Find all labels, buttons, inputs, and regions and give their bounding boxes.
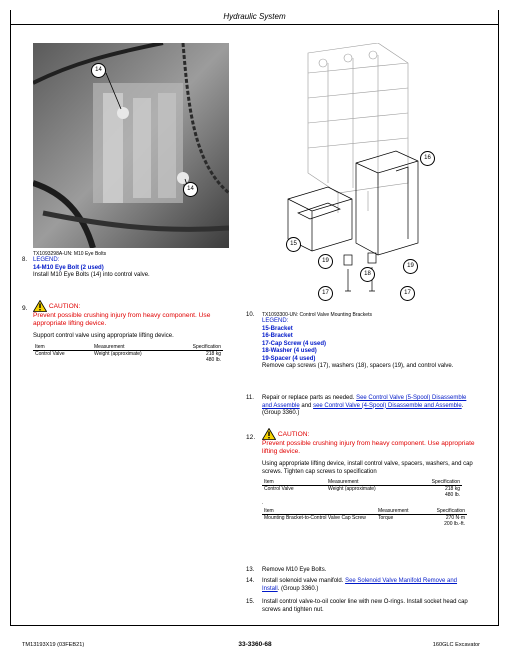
step-15 xyxy=(246,599,474,614)
legend-item: 14-M10 Eye Bolt (2 used) xyxy=(33,264,104,271)
table-header: Item xyxy=(262,508,376,515)
table-cell: 218 kg xyxy=(205,350,221,357)
callout-15: 15 xyxy=(286,237,301,252)
step-text: . (Group 3360.) xyxy=(262,402,464,416)
step-text: . (Group 3360.) xyxy=(277,585,319,592)
table-cell: 218 kg xyxy=(444,486,460,493)
table-header: Item xyxy=(262,479,326,486)
table-header: Specification xyxy=(410,479,462,486)
solenoid-valve-manifold-link[interactable]: See Solenoid Valve Manifold Remove and Install xyxy=(262,578,458,592)
step-text: and xyxy=(301,402,312,409)
legend-item: 18-Washer (4 used) xyxy=(262,348,317,354)
footer-right: 160GLC Excavator xyxy=(432,642,480,648)
table-cell: Weight (approximate) xyxy=(328,486,376,493)
page-header-bar xyxy=(10,10,499,25)
callout-14-lower: 14 xyxy=(183,182,198,197)
step-13 xyxy=(246,567,474,575)
legend-title: LEGEND: xyxy=(33,257,60,263)
step-text: Remove cap screws (17), washers (18), spacers (19), and control valve. xyxy=(262,363,454,369)
table-cell: 200 lb.-ft. xyxy=(444,521,465,528)
caution-text: Prevent possible crushing injury from heavy component. Use appropriate lifting device. xyxy=(33,312,211,328)
step-9 xyxy=(22,300,242,363)
spec-table xyxy=(33,344,223,363)
legend-item: 16-Bracket xyxy=(262,333,293,339)
footer-rule xyxy=(10,625,499,626)
step-text: Using appropriate lifting device, install control valve, spacers, washers, and cap screws. Tighten cap screws to specification xyxy=(262,461,473,475)
table-header: Specification xyxy=(423,508,467,515)
eye-bolt-photo xyxy=(33,43,229,248)
step-number: 15. xyxy=(246,599,255,605)
right-border xyxy=(498,10,499,625)
table-header: Measurement xyxy=(92,344,173,351)
table-cell: Control Valve xyxy=(35,350,65,357)
footer-left: TM13193X19 (03FEB21) xyxy=(22,642,85,648)
table-cell: Weight (approximate) xyxy=(94,350,142,357)
step-10 xyxy=(246,312,474,371)
step-number: 14. xyxy=(246,578,255,584)
page-title: Hydraulic System xyxy=(223,12,286,21)
callout-19-right: 19 xyxy=(403,259,418,274)
callout-14-upper: 14 xyxy=(91,63,106,78)
figure-caption: TX1093300-UN: Control Valve Mounting Brackets xyxy=(262,312,372,318)
step-11 xyxy=(246,395,474,418)
control-valve-5-spool-link[interactable]: See Control Valve (5-Spool) Disassemble and Assemble xyxy=(262,395,467,409)
step-8 xyxy=(22,257,232,280)
legend-item: 15-Bracket xyxy=(262,325,293,332)
separator-dot: . xyxy=(262,500,264,507)
table-header: Specification xyxy=(173,344,223,351)
photo-caption: TX1093298A-UN: M10 Eye Bolts xyxy=(33,251,107,257)
table-row xyxy=(33,350,223,363)
step-14 xyxy=(246,578,474,593)
table-cell: 270 N·m xyxy=(445,515,465,522)
table-header: Item xyxy=(33,344,92,351)
table-header: Measurement xyxy=(376,508,423,515)
caution-text: Prevent possible crushing injury from heavy component. Use appropriate lifting device. xyxy=(262,440,475,456)
step-number: 13. xyxy=(246,567,255,573)
step-text: Install control valve-to-oil cooler line with new O-rings. Install socket head cap screws and tighten nut. xyxy=(262,599,468,613)
caution-title: CAUTION: xyxy=(48,302,81,310)
callout-19-left: 19 xyxy=(318,254,333,269)
table-row xyxy=(262,515,467,528)
table-cell: Torque xyxy=(378,515,394,522)
legend-item: 17-Cap Screw (4 used) xyxy=(262,340,327,347)
spec-table-torque xyxy=(262,508,467,527)
callout-17-right: 17 xyxy=(400,286,415,301)
step-12 xyxy=(246,428,476,527)
step-number: 10. xyxy=(246,312,255,318)
warning-icon xyxy=(262,428,276,440)
table-cell: Mounting Bracket-to-Control Valve Cap Screw xyxy=(264,515,366,522)
warning-icon xyxy=(33,300,47,312)
callout-18: 18 xyxy=(360,267,375,282)
step-number: 12. xyxy=(246,434,256,441)
spec-table-weight xyxy=(262,479,462,498)
bracket-drawing xyxy=(268,43,464,305)
legend-item: 19-Spacer (4 used) xyxy=(262,355,316,362)
left-border xyxy=(10,10,11,625)
control-valve-4-spool-link[interactable]: see Control Valve (4-Spool) Disassemble and Assemble xyxy=(313,402,462,409)
caution-title: CAUTION: xyxy=(277,430,310,438)
callout-17-left: 17 xyxy=(318,286,333,301)
table-cell: 480 lb. xyxy=(205,356,221,363)
table-cell: 480 lb. xyxy=(444,492,460,499)
table-header: Measurement xyxy=(326,479,410,486)
step-text: Remove M10 Eye Bolts. xyxy=(262,567,327,573)
step-text: Install M10 Eye Bolts (14) into control valve. xyxy=(33,272,150,278)
footer-page-number: 33-3360-68 xyxy=(238,641,272,648)
table-row xyxy=(262,486,462,499)
step-text: Install solenoid valve manifold. xyxy=(262,578,344,584)
step-number: 11. xyxy=(246,395,254,401)
step-text: Support control valve using appropriate lifting device. xyxy=(33,333,174,340)
step-text: Repair or replace parts as needed. xyxy=(262,395,355,401)
step-number: 8. xyxy=(22,257,28,263)
callout-16: 16 xyxy=(420,151,435,166)
legend-title: LEGEND: xyxy=(262,318,289,324)
table-cell: Control Valve xyxy=(264,486,294,493)
step-number: 9. xyxy=(22,305,28,312)
